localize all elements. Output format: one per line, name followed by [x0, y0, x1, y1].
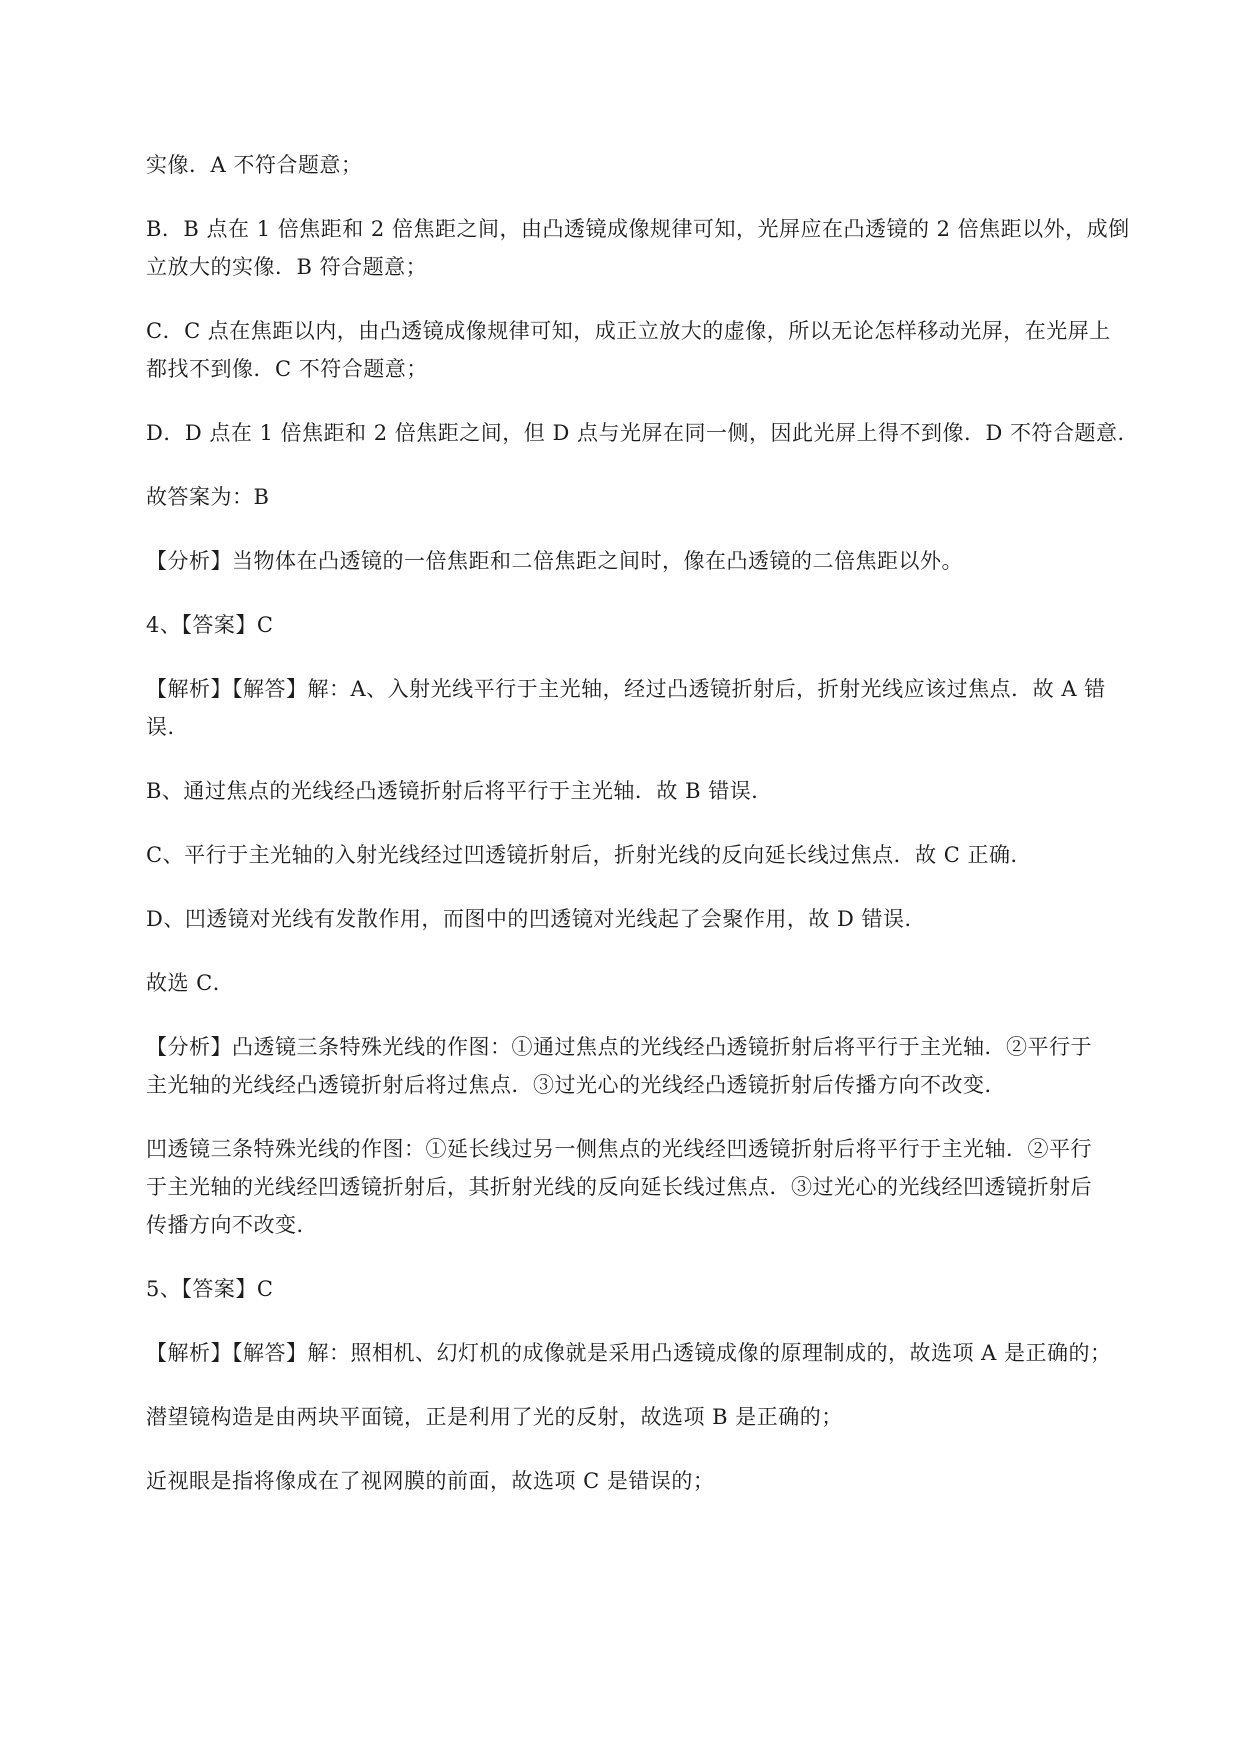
paragraph-question-4-b — [146, 772, 1096, 810]
text-line: 【解析】【解答】解：照相机、幻灯机的成像就是采用凸透镜成像的原理制成的，故选项 A 是正确的； — [146, 1341, 1112, 1365]
text-line: D．D 点在 1 倍焦距和 2 倍焦距之间，但 D 点与光屏在同一侧，因此光屏上得不到像．D 不符合题意． — [146, 421, 1139, 445]
text-line: B．B 点在 1 倍焦距和 2 倍焦距之间，由凸透镜成像规律可知，光屏应在凸透镜的 2 倍焦距以外，成倒 — [146, 217, 1130, 241]
text-line: C、平行于主光轴的入射光线经过凹透镜折射后，折射光线的反向延长线过焦点．故 C 正确． — [146, 843, 1032, 867]
paragraph-question-4-c — [146, 836, 1096, 874]
paragraph-question-4-choice — [146, 964, 1096, 1002]
paragraph-analysis-3 — [146, 542, 1096, 580]
text-line: C．C 点在焦距以内，由凸透镜成像规律可知，成正立放大的虚像，所以无论怎样移动光屏，在光屏上 — [146, 319, 1111, 343]
text-line: 凹透镜三条特殊光线的作图：①延长线过另一侧焦点的光线经凹透镜折射后将平行于主光轴．②平行 — [146, 1137, 1092, 1161]
paragraph-option-a-end — [146, 146, 1096, 184]
paragraph-option-d — [146, 414, 1139, 452]
text-line: 【分析】凸透镜三条特殊光线的作图：①通过焦点的光线经凸透镜折射后将平行于主光轴．②平行于 — [146, 1035, 1092, 1059]
text-line: B、通过焦点的光线经凸透镜折射后将平行于主光轴．故 B 错误． — [146, 779, 773, 803]
text-line: 故答案为：B — [146, 485, 270, 509]
paragraph-question-4-solution — [146, 670, 1106, 746]
paragraph-question-5-b — [146, 1398, 1096, 1436]
text-line: 5、【答案】C — [146, 1277, 274, 1301]
text-line: 【解析】【解答】解：A、入射光线平行于主光轴，经过凸透镜折射后，折射光线应该过焦点．故 A 错 — [146, 677, 1106, 701]
paragraph-concave-lens-analysis — [146, 1130, 1096, 1244]
paragraph-question-5-c — [146, 1462, 1096, 1500]
text-line: 近视眼是指将像成在了视网膜的前面，故选项 C 是错误的； — [146, 1469, 715, 1493]
text-line: D、凹透镜对光线有发散作用，而图中的凹透镜对光线起了会聚作用，故 D 错误． — [146, 907, 927, 931]
paragraph-question-4-d — [146, 900, 1096, 938]
text-line: 【分析】当物体在凸透镜的一倍焦距和二倍焦距之间时，像在凸透镜的二倍焦距以外。 — [146, 549, 963, 573]
text-line: 4、【答案】C — [146, 613, 274, 637]
paragraph-question-5-solution — [146, 1334, 1112, 1372]
paragraph-convex-lens-analysis — [146, 1028, 1096, 1104]
text-line: 都找不到像．C 不符合题意； — [146, 357, 428, 381]
text-line: 误． — [146, 715, 189, 739]
paragraph-option-b — [146, 210, 1130, 286]
text-line: 实像．A 不符合题意； — [146, 153, 363, 177]
text-line: 主光轴的光线经凸透镜折射后将过焦点．③过光心的光线经凸透镜折射后传播方向不改变． — [146, 1073, 1006, 1097]
text-line: 立放大的实像．B 符合题意； — [146, 255, 428, 279]
paragraph-option-c — [146, 312, 1111, 388]
document-body — [146, 146, 1139, 1500]
text-line: 传播方向不改变． — [146, 1213, 318, 1237]
text-line: 于主光轴的光线经凹透镜折射后，其折射光线的反向延长线过焦点．③过光心的光线经凹透镜折射后 — [146, 1175, 1092, 1199]
paragraph-question-4-answer — [146, 606, 1096, 644]
paragraph-question-5-answer — [146, 1270, 1096, 1308]
text-line: 潜望镜构造是由两块平面镜，正是利用了光的反射，故选项 B 是正确的； — [146, 1405, 843, 1429]
paragraph-answer — [146, 478, 1096, 516]
text-line: 故选 C． — [146, 971, 235, 995]
